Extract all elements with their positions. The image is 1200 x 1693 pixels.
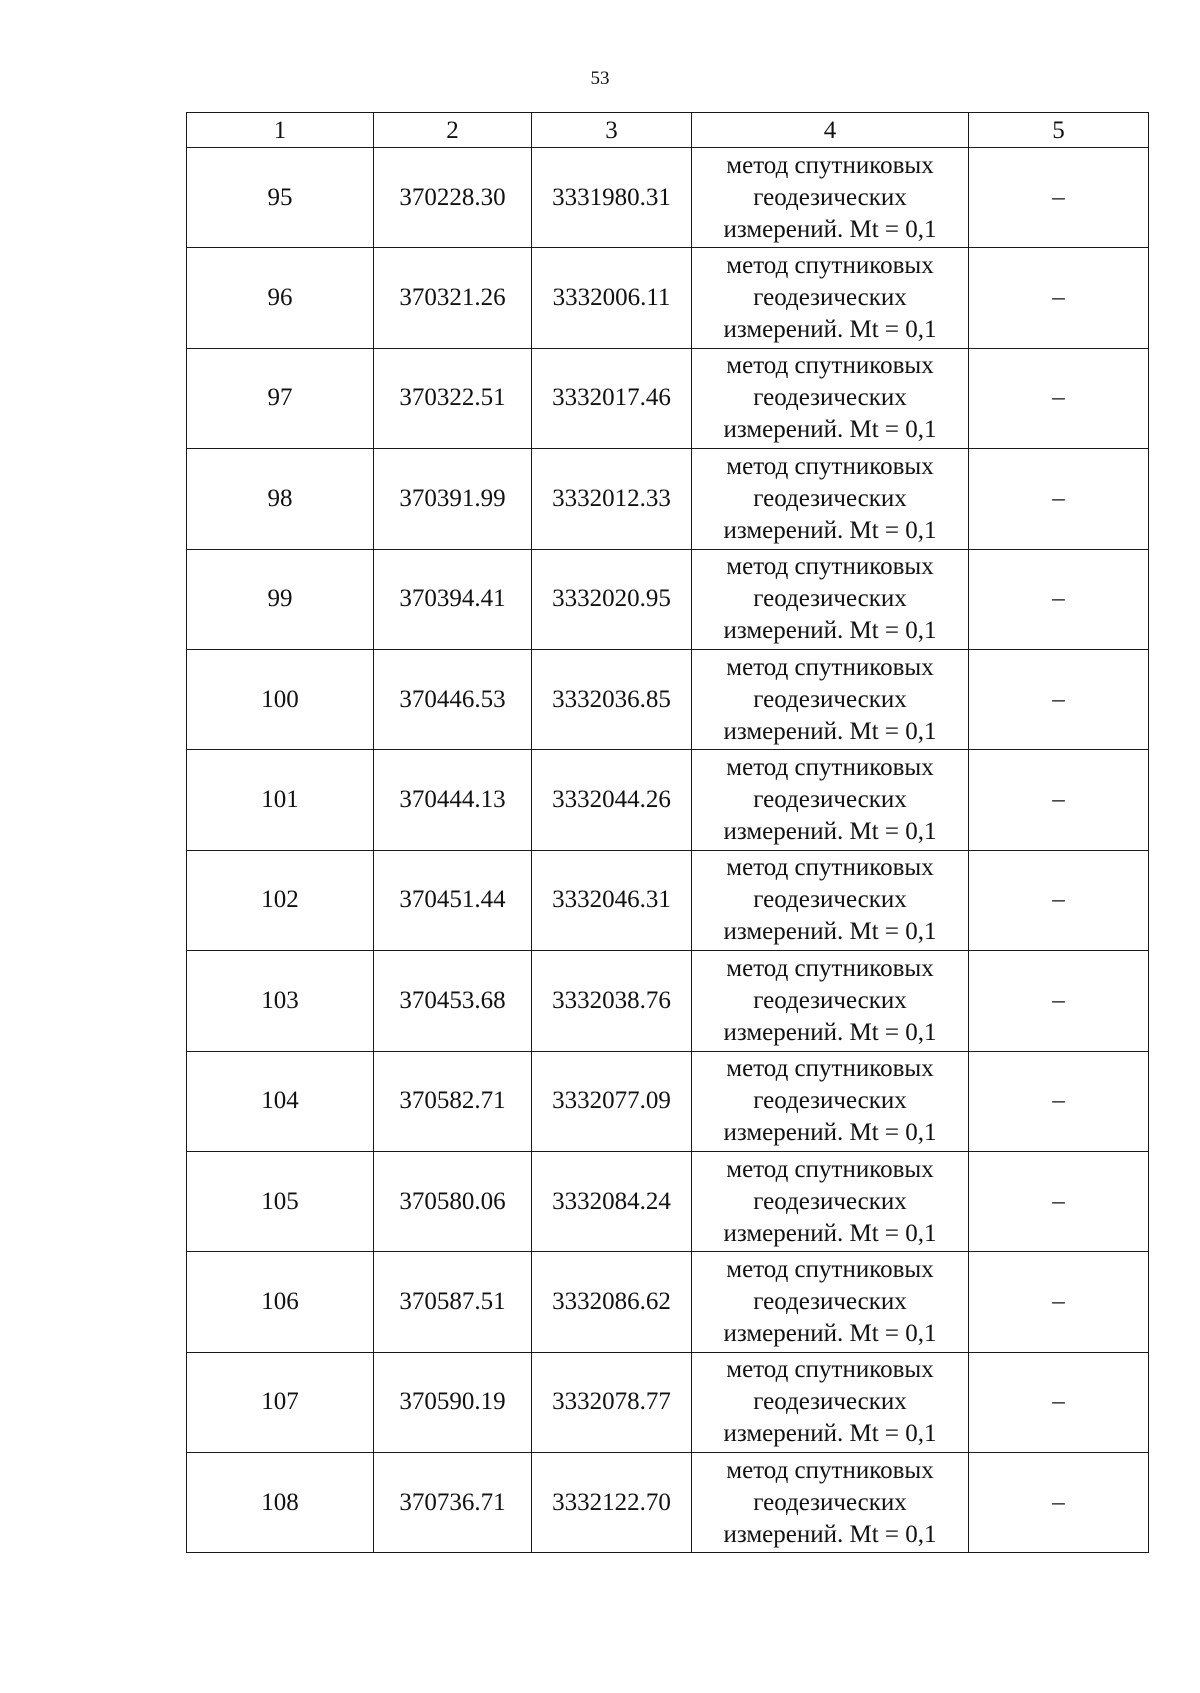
method-cell — [692, 248, 969, 348]
note-cell: – — [969, 649, 1149, 749]
method-line: метод спутниковых — [726, 252, 934, 280]
point-number-cell: 97 — [187, 348, 374, 448]
x-coordinate-cell: 370590.19 — [374, 1352, 532, 1452]
table-row — [187, 1051, 1149, 1151]
method-line: измерений. Mt = 0,1 — [723, 1520, 937, 1548]
note-cell: – — [969, 1051, 1149, 1151]
method-line: геодезических — [753, 886, 907, 914]
method-line: метод спутниковых — [726, 653, 934, 681]
y-coordinate-cell: 3332036.85 — [532, 649, 692, 749]
y-coordinate-cell: 3332077.09 — [532, 1051, 692, 1151]
table-row — [187, 549, 1149, 649]
y-coordinate-cell: 3332084.24 — [532, 1151, 692, 1251]
method-line: измерений. Mt = 0,1 — [723, 516, 937, 544]
point-number-cell: 100 — [187, 649, 374, 749]
y-coordinate-cell: 3332122.70 — [532, 1453, 692, 1553]
x-coordinate-cell: 370321.26 — [374, 248, 532, 348]
table-row — [187, 750, 1149, 850]
method-cell — [692, 951, 969, 1051]
page-number: 53 — [590, 68, 610, 89]
x-coordinate-cell: 370444.13 — [374, 750, 532, 850]
note-cell: – — [969, 951, 1149, 1051]
note-cell: – — [969, 148, 1149, 248]
point-number-cell: 104 — [187, 1051, 374, 1151]
y-coordinate-cell: 3332078.77 — [532, 1352, 692, 1452]
method-line: геодезических — [753, 1488, 907, 1516]
table-row — [187, 248, 1149, 348]
method-cell — [692, 850, 969, 950]
method-line: измерений. Mt = 0,1 — [723, 1018, 937, 1046]
method-line: метод спутниковых — [726, 854, 934, 882]
method-line: геодезических — [753, 685, 907, 713]
x-coordinate-cell: 370451.44 — [374, 850, 532, 950]
method-line: геодезических — [753, 1388, 907, 1416]
y-coordinate-cell: 3332020.95 — [532, 549, 692, 649]
method-line: метод спутниковых — [726, 1055, 934, 1083]
method-line: геодезических — [753, 1087, 907, 1115]
x-coordinate-cell: 370582.71 — [374, 1051, 532, 1151]
method-line: геодезических — [753, 585, 907, 613]
table-row — [187, 1453, 1149, 1553]
note-cell: – — [969, 750, 1149, 850]
method-line: измерений. Mt = 0,1 — [723, 416, 937, 444]
table-row — [187, 148, 1149, 248]
header-col-3: 3 — [532, 113, 692, 148]
point-number-cell: 99 — [187, 549, 374, 649]
header-col-1: 1 — [187, 113, 374, 148]
point-number-cell: 102 — [187, 850, 374, 950]
method-cell — [692, 1252, 969, 1352]
method-line: измерений. Mt = 0,1 — [723, 316, 937, 344]
method-line: метод спутниковых — [726, 754, 934, 782]
method-cell — [692, 1051, 969, 1151]
table-row — [187, 850, 1149, 950]
method-line: метод спутниковых — [726, 151, 934, 179]
method-line: измерений. Mt = 0,1 — [723, 1319, 937, 1347]
header-col-4: 4 — [692, 113, 969, 148]
note-cell: – — [969, 549, 1149, 649]
x-coordinate-cell: 370587.51 — [374, 1252, 532, 1352]
method-line: геодезических — [753, 786, 907, 814]
method-line: метод спутниковых — [726, 1456, 934, 1484]
table-row — [187, 1151, 1149, 1251]
y-coordinate-cell: 3332044.26 — [532, 750, 692, 850]
method-line: геодезических — [753, 183, 907, 211]
point-number-cell: 105 — [187, 1151, 374, 1251]
header-row — [187, 113, 1149, 148]
x-coordinate-cell: 370736.71 — [374, 1453, 532, 1553]
method-cell — [692, 148, 969, 248]
method-line: геодезических — [753, 484, 907, 512]
method-line: измерений. Mt = 0,1 — [723, 818, 937, 846]
method-cell — [692, 750, 969, 850]
point-number-cell: 107 — [187, 1352, 374, 1452]
table-row — [187, 1252, 1149, 1352]
point-number-cell: 108 — [187, 1453, 374, 1553]
method-cell — [692, 649, 969, 749]
method-line: геодезических — [753, 986, 907, 1014]
note-cell: – — [969, 348, 1149, 448]
method-line: измерений. Mt = 0,1 — [723, 215, 937, 243]
header-col-2: 2 — [374, 113, 532, 148]
point-number-cell: 103 — [187, 951, 374, 1051]
point-number-cell: 101 — [187, 750, 374, 850]
note-cell: – — [969, 1453, 1149, 1553]
x-coordinate-cell: 370446.53 — [374, 649, 532, 749]
point-number-cell: 96 — [187, 248, 374, 348]
method-line: геодезических — [753, 1287, 907, 1315]
table-row — [187, 951, 1149, 1051]
point-number-cell: 98 — [187, 449, 374, 549]
note-cell: – — [969, 248, 1149, 348]
point-number-cell: 95 — [187, 148, 374, 248]
table-row — [187, 348, 1149, 448]
method-line: метод спутниковых — [726, 954, 934, 982]
method-cell — [692, 1352, 969, 1452]
note-cell: – — [969, 1352, 1149, 1452]
x-coordinate-cell: 370580.06 — [374, 1151, 532, 1251]
method-line: метод спутниковых — [726, 1155, 934, 1183]
y-coordinate-cell: 3332006.11 — [532, 248, 692, 348]
method-line: измерений. Mt = 0,1 — [723, 918, 937, 946]
y-coordinate-cell: 3332012.33 — [532, 449, 692, 549]
table-row — [187, 1352, 1149, 1452]
method-line: метод спутниковых — [726, 352, 934, 380]
point-number-cell: 106 — [187, 1252, 374, 1352]
method-line: измерений. Mt = 0,1 — [723, 1219, 937, 1247]
method-line: измерений. Mt = 0,1 — [723, 717, 937, 745]
method-line: метод спутниковых — [726, 1356, 934, 1384]
note-cell: – — [969, 1252, 1149, 1352]
method-cell — [692, 348, 969, 448]
method-cell — [692, 1151, 969, 1251]
table-header — [187, 113, 1149, 148]
y-coordinate-cell: 3332086.62 — [532, 1252, 692, 1352]
y-coordinate-cell: 3332017.46 — [532, 348, 692, 448]
y-coordinate-cell: 3332038.76 — [532, 951, 692, 1051]
method-cell — [692, 449, 969, 549]
x-coordinate-cell: 370394.41 — [374, 549, 532, 649]
method-line: метод спутниковых — [726, 452, 934, 480]
table-row — [187, 449, 1149, 549]
x-coordinate-cell: 370228.30 — [374, 148, 532, 248]
method-line: измерений. Mt = 0,1 — [723, 1119, 937, 1147]
method-line: измерений. Mt = 0,1 — [723, 1420, 937, 1448]
method-line: геодезических — [753, 1187, 907, 1215]
method-line: метод спутниковых — [726, 553, 934, 581]
coordinates-table — [186, 112, 1149, 1553]
table-row — [187, 649, 1149, 749]
method-line: геодезических — [753, 284, 907, 312]
y-coordinate-cell: 3332046.31 — [532, 850, 692, 950]
method-cell — [692, 1453, 969, 1553]
x-coordinate-cell: 370322.51 — [374, 348, 532, 448]
note-cell: – — [969, 850, 1149, 950]
y-coordinate-cell: 3331980.31 — [532, 148, 692, 248]
method-line: метод спутниковых — [726, 1255, 934, 1283]
header-col-5: 5 — [969, 113, 1149, 148]
table-body — [187, 148, 1149, 1553]
x-coordinate-cell: 370391.99 — [374, 449, 532, 549]
method-cell — [692, 549, 969, 649]
x-coordinate-cell: 370453.68 — [374, 951, 532, 1051]
method-line: геодезических — [753, 384, 907, 412]
note-cell: – — [969, 1151, 1149, 1251]
note-cell: – — [969, 449, 1149, 549]
method-line: измерений. Mt = 0,1 — [723, 617, 937, 645]
